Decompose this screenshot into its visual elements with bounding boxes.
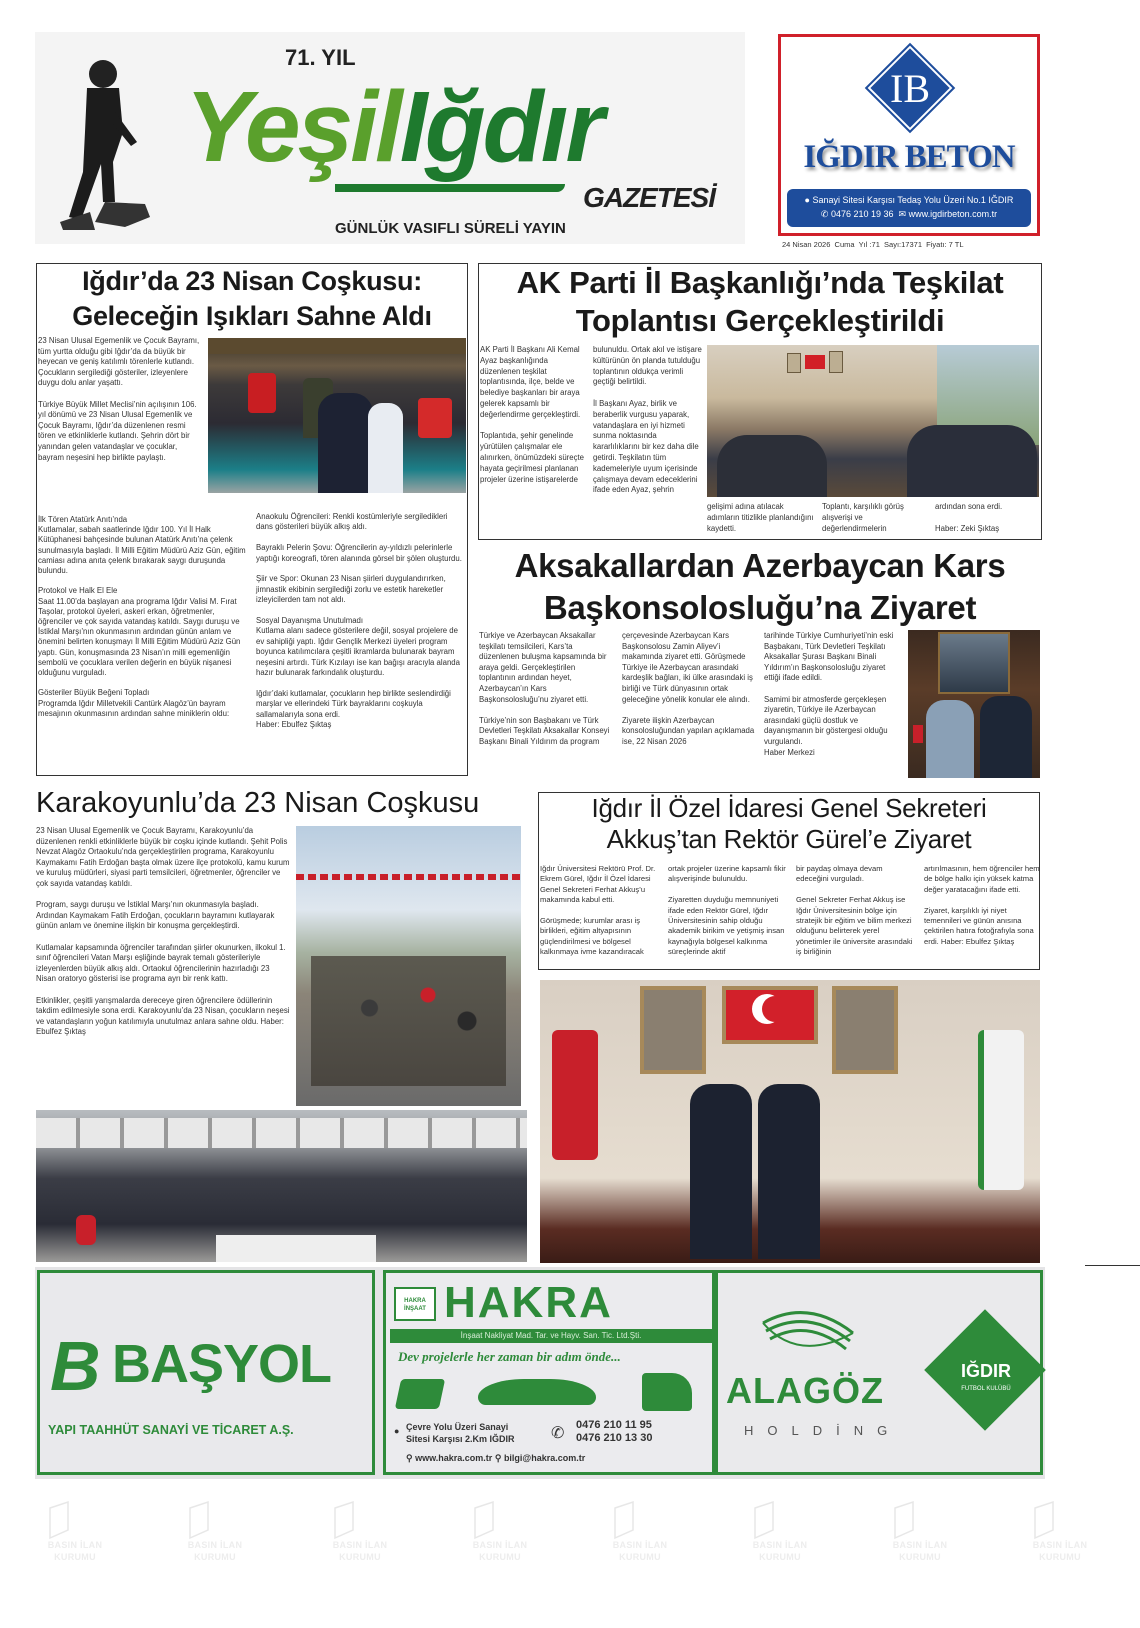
alagoz-swirl-logo-icon [758,1303,858,1363]
basyol-brand: BAŞYOL [112,1334,332,1394]
masthead-title-yesil: Yeşil [185,71,400,183]
hakra-brand: HAKRA [444,1278,613,1327]
globe-icon: ⚲ [406,1453,413,1463]
photo-akparti-meeting [707,345,1039,497]
article-karakoyunlu-headline: Karakoyunlu’da 23 Nisan Coşkusu [36,787,480,819]
ib-diamond-logo: IB [869,47,951,129]
phone-icon: ✆ [820,209,829,219]
alagoz-ad[interactable] [715,1270,1043,1475]
issue-price: Fiyatı: 7 TL [926,240,964,249]
basyol-ad[interactable] [37,1270,375,1475]
article-akparti-col2: bulunuldu. Ortak akıl ve istişare kültürünün ön planda tutulduğu toplantının oldukça verimli geçtiği belirtildi. İl Başkanı Ayaz, birlik ve beraberlik vurgusu yaparak, vatandaşlara en iyi hizmeti sunma noktasında kararlılıklarını bir kez daha dile getirdi. Teşkilatın tüm kademeleriyle uyum içerisinde çalışmaya devam edeceklerini ifade eden Ayaz, şehrin [593,345,702,495]
issue-year: Yıl :71 [858,240,880,249]
basyol-tagline: YAPI TAAHHÜT SANAYİ VE TİCARET A.Ş. [48,1423,294,1437]
article-ozel-idare-col4: artırılmasının, hem öğrenciler hem de bölge halkı için yüksek katma değer yaratacağını ifade etti. Ziyaret, karşılıklı iyi niyet temennileri ve günün anısına çektirilen hatıra fotoğrafıyla sona erdi. Haber: Ebulfez Şıktaş [924,864,1040,946]
hakra-house-badge: HAKRA İNŞAAT [394,1287,436,1321]
masthead-subtitle: GAZETESİ [583,182,716,213]
beton-contact-bar: ● Sanayi Sitesi Karşısı Tedaş Yolu Üzeri No.1 IĞDIR ✆ 0476 210 19 36 ✉ www.igdirbeton.com.tr [787,189,1031,227]
article-ozel-idare-col2: ortak projeler üzerine kapsamlı fikir alışverişinde bulunuldu. Ziyaretten duyduğu memnuniyeti ifade eden Rektör Gürel, Iğdır Üniversitesinin sahip olduğu akademik birikim ve yetişmiş insan kaynağıyla bölgesel kalkınma süreçlerinde aktif [668,864,786,957]
basyol-b-logo: B [50,1327,101,1405]
watermark-stamp: BASIN İLAN KURUMU [325,1500,385,1560]
issue-date: 24 Nisan 2026 [782,240,831,249]
article-akparti-col4: Toplantı, karşılıklı görüş alışverişi ve değerlendirmelerin [822,502,904,533]
mail-icon: ✉ [898,209,907,219]
igdir-beton-ad[interactable] [778,34,1040,236]
ataturk-silhouette-icon [55,52,165,232]
photo-aksakallar-visit [908,630,1040,778]
masthead [35,32,745,244]
beton-brand-name: IĞDIR BETON [803,139,1015,175]
photo-igdir-ceremony [208,338,466,493]
article-igdir-col1: 23 Nisan Ulusal Egemenlik ve Çocuk Bayramı, tüm yurtta olduğu gibi Iğdır’da da büyük bir heyecan ve geniş katılımlı törenlerle kutlandı. Çocukların sergilediği gösteriler, izleyenlere duygu dolu anlar yaşattı. Türkiye Büyük Millet Meclisi’nin açılışının 106. yıl dönümü ve 23 Nisan Ulusal Egemenlik ve Çocuk Bayramı, Iğdır’da düzenlenen resmi tören ve etkinliklerle kutlandı. Şehrin dört bir yanından gelen vatandaşlar ve çocuklar, bayram neşesini hep birlikte paylaştı. [38,336,200,462]
location-pin-icon: ● [804,195,810,205]
article-karakoyunlu-body: 23 Nisan Ulusal Egemenlik ve Çocuk Bayramı, Karakoyunlu’da düzenlenen renkli etkinliklerle büyük bir coşku içinde kutlandı. Şehit Polis Nevzat Alagöz Ortaokulu’nda gerçekleştirilen programa, Karakoyunlu Kaymakamı Fatih Erdoğan başta olmak üzere ilçe protokolü, kamu kurum ve kuruluş müdürleri, siyasi parti temsilcileri, öğretmenler, öğrenciler ve çok sayıda vatandaş katıldı. Program, saygı duruşu ve İstiklal Marşı’nın okunmasıyla başladı. Ardından Kaymakam Fatih Erdoğan, çocukların bayramını kutlayarak günün anlam ve önemine ilişkin bir konuşma gerçekleştirdi. Kutlamalar kapsamında öğrenciler tarafından şiirler okunurken, ilkokul 1. sınıf öğrencileri Vatan Marşı eşliğinde bayrak temalı gösterileriyle izleyenlerden büyük alkış aldı. Ortaokul öğrencilerinin hazırladığı 23 Nisan oratoryo gösterisi ise programa ayrı bir renk kattı. Etkinlikler, çeşitli yarışmalarda dereceye giren öğrencilere ödüllerinin takdim edilmesiyle sona erdi. Karakoyunlu’da 23 Nisan, çocukların neşesi ve vatandaşların yoğun katılımıyla unutulmaz anlara sahne oldu. Haber: Ebulfez Şıktaş [36,826,290,1037]
article-akparti-headline: AK Parti İl Başkanlığı’nda Teşkilat Toplantısı Gerçekleştirildi [516,265,1004,338]
hakra-web-row [406,1453,585,1464]
phone-icon: ✆ [551,1425,565,1442]
masthead-title-igdir: Iğdır [399,71,602,183]
igdir-fk-badge [936,1313,1034,1433]
article-akparti-col1: AK Parti İl Başkanı Ali Kemal Ayaz başkanlığında düzenlenen teşkilat toplantısında, ilçe, belde ve belediye başkanları bir araya gelerek kapsamlı bir değerlendirme gerçekleştirdi. Toplantıda, şehir genelinde yürütülen çalışmalar ele alınırken, önümüzdeki süreçte hayata geçirilmesi planlanan projeler üzerine istişarelerde [480,345,585,484]
article-ozel-idare-headline: Iğdır İl Özel İdaresi Genel Sekreteri Akkuş’tan Rektör Gürel’e Ziyaret [591,793,987,854]
hakra-website-link[interactable]: www.hakra.com.tr [415,1453,493,1463]
article-aksakallar-col1: Türkiye ve Azerbaycan Aksakallar teşkilatı temsilcileri, Kars’ta düzenlenen buluşma kapsamında bir araya geldi. Gerçekleştirilen toplantının ardından heyet, Azerbaycan’ın Kars Başkonsolosluğu’nu ziyaret etti. Türkiye’nin son Başbakanı ve Türk Devletleri Teşkilatı Aksakallar Konseyi Başkanı Binali Yıldırım da program [479,631,610,746]
article-aksakallar-col3: tarihinde Türkiye Cumhuriyeti’nin eski Başbakanı, Türk Devletleri Teşkilatı Aksakallar Şurası Başkanı Binali Yıldırım’ın Başkonsolosluğu ziyaret ettiği ifade edildi. Samimi bir atmosferde gerçekleşen ziyaretin, Türkiye ile Azerbaycan arasındaki güçlü dostluk ve dayanışmanın bir göstergesi olduğu vurgulandı. Haber Merkezi [764,631,894,757]
hakra-ad[interactable] [383,1270,715,1475]
watermark-stamp: BASIN İLAN KURUMU [1025,1500,1085,1560]
location-pin-icon: ● [394,1426,400,1436]
photo-karakoyunlu-school [296,826,521,1106]
hakra-email-link[interactable]: bilgi@hakra.com.tr [503,1453,586,1463]
watermark-stamp: BASIN İLAN KURUMU [180,1500,240,1560]
alagoz-holding: HOLDİNG [744,1423,902,1438]
masthead-tagline: GÜNLÜK VASIFLI SÜRELİ YAYIN [335,220,566,237]
watermark-stamp: BASIN İLAN KURUMU [885,1500,945,1560]
watermark-stamp: BASIN İLAN KURUMU [40,1500,100,1560]
issue-info [782,240,964,249]
hakra-slogan: Dev projelerle her zaman bir adım önde... [398,1349,621,1364]
article-ozel-idare-col1: Iğdır Üniversitesi Rektörü Prof. Dr. Ekrem Gürel, Iğdır İl Özel İdaresi Genel Sekreteri Ferhat Akkuş’u makamında kabul etti. Görüşmede; kurumlar arası iş birlikleri, eğitim altyapısının güçlendirilmesi ve bölgesel kalkınmaya ivme kazandıracak [540,864,656,957]
masthead-underline [335,184,565,192]
watermark-stamp: BASIN İLAN KURUMU [465,1500,525,1560]
page-divider [1085,1265,1140,1266]
hakra-company: İnşaat Nakliyat Mad. Tar. ve Hayv. San. Tic. Ltd.Şti. [390,1329,712,1343]
photo-ozel-idare-visit [540,980,1040,1263]
mail-icon: ⚲ [494,1453,502,1463]
hakra-phones: 0476 210 11 95 0476 210 13 30 [576,1419,653,1444]
watermark-stamp: BASIN İLAN KURUMU [745,1500,805,1560]
article-akparti-col5: ardından sona erdi. Haber: Zeki Şıktaş [935,502,1003,533]
issue-day: Cuma [834,240,855,249]
article-aksakallar-headline: Aksakallardan Azerbaycan Kars Başkonsolosluğu’na Ziyaret [514,547,1006,626]
hakra-address: ● Çevre Yolu Üzeri Sanayi Sitesi Karşısı 2.Km IĞDIR [394,1422,515,1444]
article-akparti-col3: gelişimi adına atılacak adımların titizlikle planlandığını kaydetti. [707,502,814,533]
anniversary-label: 71. YIL [285,45,356,70]
igdir-fk-sub: FUTBOL KULÜBÜ [961,1386,1011,1392]
article-igdir-headline: Iğdır’da 23 Nisan Coşkusu: Geleceğin Işıkları Sahne Aldı [72,266,432,331]
hakra-block-shapes [398,1373,708,1413]
issue-number: Sayı:17371 [884,240,922,249]
article-igdir-col2: İlk Tören Atatürk Anıtı’nda Kutlamalar, sabah saatlerinde Iğdır 100. Yıl İl Halk Kütüphanesi bahçesinde bulunan Atatürk Anıtı’na çelenk sunulmasıyla başladı. İl Milli Eğitim Müdürü Aziz Gün, eğitim camiası adına anıta çelenk bırakarak saygı duruşunda bulundu. Protokol ve Halk El Ele Saat 11.00’da başlayan ana programa Iğdır Valisi M. Fırat Taşolar, protokol üyeleri, askeri erkan, öğretmenler, öğrenciler ve çok sayıda vatandaş katıldı. Saygı duruşu ve İstiklal Marşı’nın okunmasının ardından günün anlam ve önemini belirten konuşmayı İl Milli Eğitim Müdürü Aziz Gün yaptı. Gün, konuşmasında 23 Nisan’ın milli egemenliğin sembolü ve çocuklara verilen değerin en büyük nişanesi olduğunu vurguladı. Gösteriler Büyük Beğeni Topladı Programda Iğdır Milletvekili Cantürk Alagöz’ün bayram mesajının okunmasının ardından sahne miniklerin oldu: [38,515,246,718]
watermark-stamp: BASIN İLAN KURUMU [605,1500,665,1560]
masthead-title [185,71,602,183]
photo-karakoyunlu-protocol [36,1110,527,1262]
article-aksakallar-col2: çerçevesinde Azerbaycan Kars Başkonsolosu Zamin Aliyev’i makamında ziyaret etti. Görüşmede Türkiye ile Azerbaycan arasındaki kardeşlik bağları, iki ülke arasındaki iş birliği ve Türk dünyasının ortak geleceğine yönelik konular ele alındı. Ziyarete ilişkin Azerbaycan konsolosluğundan yapılan açıklamada ise, 22 Nisan 2026 [622,631,755,746]
igdir-fk-label: IĞDIR [960,1361,1011,1381]
article-igdir-col3: Anaokulu Öğrencileri: Renkli kostümleriyle sergiledikleri dans gösterileri büyük alkış aldı. Bayraklı Pelerin Şovu: Öğrencilerin ay-yıldızlı pelerinlerle yaptığı koreografi, tören alanında görsel bir şölen oluşturdu. Şiir ve Spor: Okunan 23 Nisan şiirleri duygulandırırken, jimnastik ekibinin sergilediği zorlu ve estetik hareketler izleyicilerden tam not aldı. Sosyal Dayanışma Unutulmadı Kutlama alanı sadece gösterilere değil, sosyal projelere de ev sahipliği yaptı. Iğdır Gençlik Merkezi üyeleri program boyunca katılımcılara çeşitli ikramlarda bulunarak bayram neşesini artırdı. Türk Kızılayı ise kan bağışı aracıyla alanda hazır bulunarak farkındalık oluşturdu. Iğdır’daki kutlamalar, çocukların hep birlikte seslendirdiği marşlar ve ellerindeki Türk bayraklarını coşkuyla sallamalarıyla sona erdi. Haber: Ebulfez Şıktaş [256,512,462,730]
beton-website-link[interactable]: www.igdirbeton.com.tr [908,209,998,219]
article-ozel-idare-col3: bir paydaş olmaya devam edeceğini vurguladı. Genel Sekreter Ferhat Akkuş ise Iğdır Üniversitesinin bölge için stratejik bir eğitim ve bilim merkezi olduğunu belirterek yerel yönetimler ile üniversite arasındaki iş birliğinin [796,864,913,957]
alagoz-brand: ALAGÖZ [726,1370,884,1411]
